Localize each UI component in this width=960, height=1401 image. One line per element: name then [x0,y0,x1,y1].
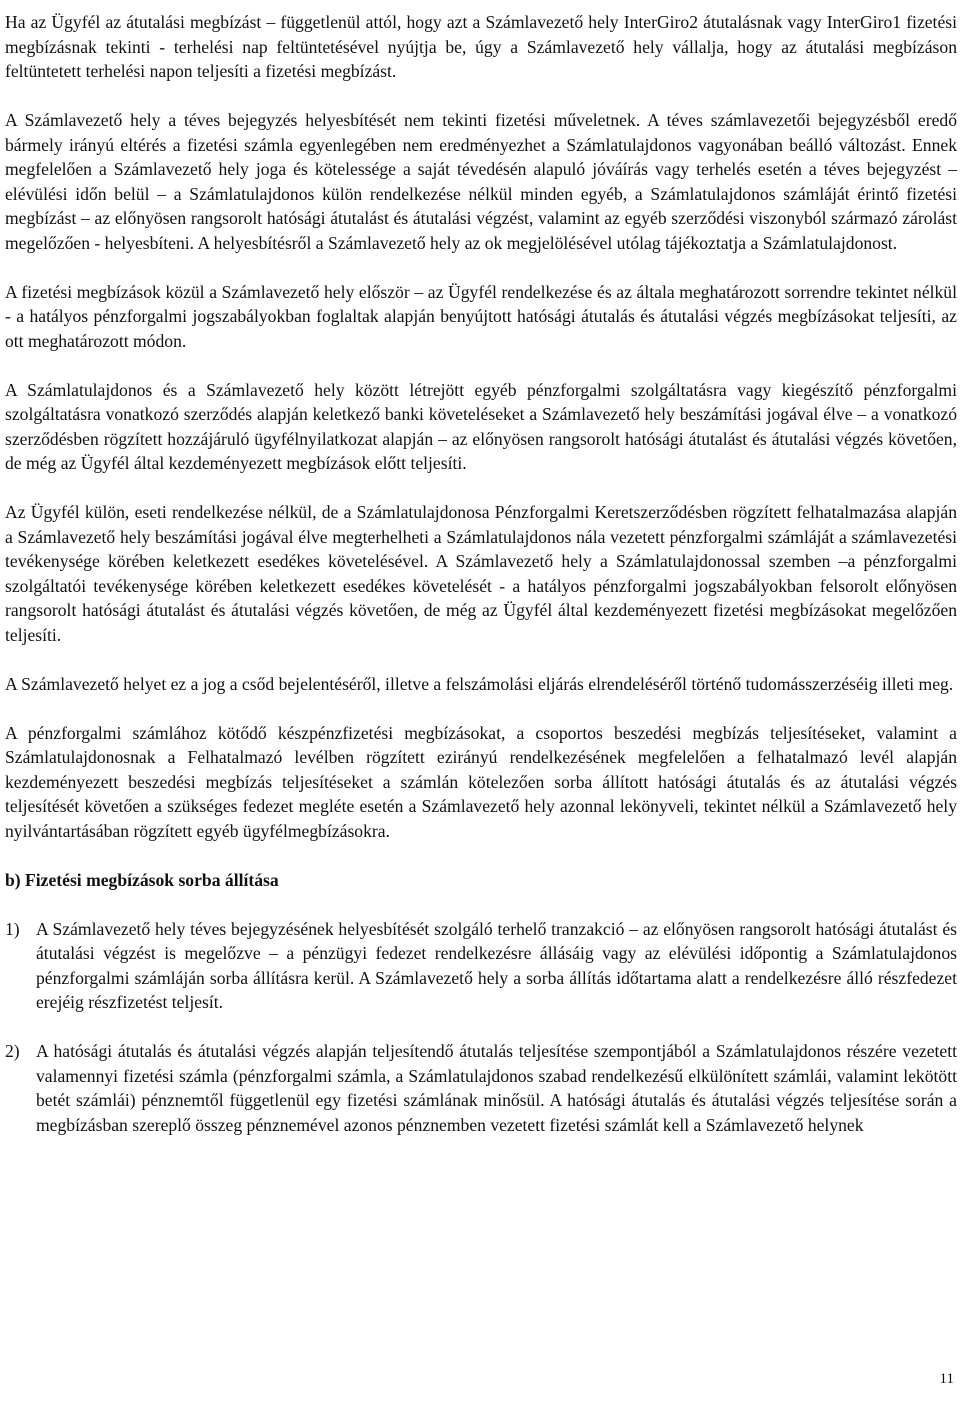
list-item [5,1039,957,1137]
list-item-text: A hatósági átutalás és átutalási végzés alapján teljesítendő átutalás teljesítése szempontjából a Számlatulajdonos részére vezetett valamennyi fizetési számla (pénzforgalmi számla, a Számlatulajdonos szabad rendelkezésű elkülönített számlái, valamint lekötött betét számlái) pénznemtől függetlenül egy fizetési számlának minősül. A hatósági átutalás és átutalási végzés teljesítése során a megbízásban szereplő összeg pénznemével azonos pénznemben vezetett fizetési számlát kell a Számlavezető helynek [36,1041,957,1135]
page-number: 11 [939,1370,954,1387]
list-item-number: 2) [5,1041,20,1061]
paragraph-cash-payment-orders: A pénzforgalmi számlához kötődő készpénzfizetési megbízásokat, a csoportos beszedési megbízás teljesítéseket, valamint a Számlatulajdonosnak a Felhatalmazó levélben rögzített ezirányú rendelkezésének megfelelően a felhatalmazó levél alapján kezdeményezett beszedési megbízás teljesítéseket a számlán kötelezően sorba állított hatósági átutalás és az átutalási végzés teljesítését követően a szükséges fedezet megléte esetén a Számlavezető hely azonnal lekönyveli, tekintet nélkül a Számlavezető hely nyilvántartásában rögzített egyéb ügyfélmegbízásokra. [5,722,957,841]
list-item-text: A Számlavezető hely téves bejegyzésének helyesbítését szolgáló terhelő tranzakció – az előnyösen rangsorolt hatósági átutalást és átutalási végzést is megelőzve – a pénzügyi fedezet rendelkezésre állásáig vagy az elévülési időpontig a Számlatulajdonos pénzforgalmi számláján sorba állításra kerül. A Számlavezető hely a sorba állítás időtartama alatt a rendelkezésre álló részfedezet erejéig részfizetést teljesít. [36,918,957,1012]
paragraph-erroneous-entry-correction: A Számlavezető hely a téves bejegyzés helyesbítését nem tekinti fizetési műveletnek. A téves számlavezetői bejegyzésből eredő bármely irányú eltérés a fizetési számla egyenlegében nem eredményezhet a Számlatulajdonos vagyonában beálló változást. Ennek megfelelően a Számlavezető hely joga és kötelessége a saját tévedésén alapuló jóváírás vagy terhelés esetén a téves bejegyzést – elévülési időn belül – a Számlatulajdonos külön rendelkezése nélkül minden egyéb, a Számlatulajdonos számláját érintő fizetési megbízást – az előnyösen rangsorolt hatósági átutalást és átutalási végzést, valamint az egyéb szerződési viszonyból származó zárolást megelőzően - helyesbíteni. A helyesbítésről a Számlavezető hely az ok megjelölésével utólag tájékoztatja a Számlatulajdonost. [5,110,957,253]
paragraph-transfer-debit-date: Ha az Ügyfél az átutalási megbízást – függetlenül attól, hogy azt a Számlavezető hely InterGiro2 átutalásnak vagy InterGiro1 fizetési megbízásnak tekinti - terhelési nap feltüntetésével nyújtja be, úgy a Számlavezető hely vállalja, hogy az átutalási megbízáson feltüntetett terhelési napon teljesíti a fizetési megbízást. [5,12,957,81]
list-item-number: 1) [5,918,20,939]
section-heading: b) Fizetési megbízások sorba állítása [5,869,279,890]
paragraph-bank-claims-offset: A Számlatulajdonos és a Számlavezető hely között létrejött egyéb pénzforgalmi szolgáltatásra vagy kiegészítő pénzforgalmi szolgáltatásra vonatkozó szerződés alapján keletkező banki követeléseket a Számlavezető hely beszámítási jogával élve – a vonatkozó szerződésben rögzített hozzájáruló ügyfélnyilatkozat alapján – az előnyösen rangsorolt hatósági átutalást és átutalási végzés követően, de még az Ügyfél által kezdeményezett megbízások előtt teljesíti. [5,379,957,473]
paragraph-bankruptcy-right: A Számlavezető helyet ez a jog a csőd bejelentéséről, illetve a felszámolási eljárás elrendeléséről történő tudomásszerzéséig illeti meg. [5,673,954,694]
paragraph-payment-order-priority: A fizetési megbízások közül a Számlavezető hely először – az Ügyfél rendelkezése és az általa meghatározott sorrendre tekintet nélkül - a hatályos pénzforgalmi jogszabályokban foglaltak alapján benyújtott hatósági átutalás és átutalási végzés megbízásokat teljesíti, az ott meghatározott módon. [5,281,957,351]
paragraph-client-authorization: Az Ügyfél külön, eseti rendelkezése nélkül, de a Számlatulajdonosa Pénzforgalmi Keretszerződésben rögzített felhatalmazása alapján a Számlavezető hely beszámítási jogával élve megterhelheti a Számlatulajdonos nála vezetett pénzforgalmi számláját a számlavezetési tevékenysége körében keletkezett esedékes követelésével. A Számlavezető hely a Számlatulajdonossal szemben –a pénzforgalmi szolgáltatói tevékenysége körében keletkezett esedékes követelését - a hatályos pénzforgalmi jogszabályokban felsorolt előnyösen rangsorolt hatósági átutalást és átutalási végzés követően, de még az Ügyfél által kezdeményezett fizetési megbízásokat megelőzően teljesíti. [5,502,957,645]
list-item [5,917,957,1015]
